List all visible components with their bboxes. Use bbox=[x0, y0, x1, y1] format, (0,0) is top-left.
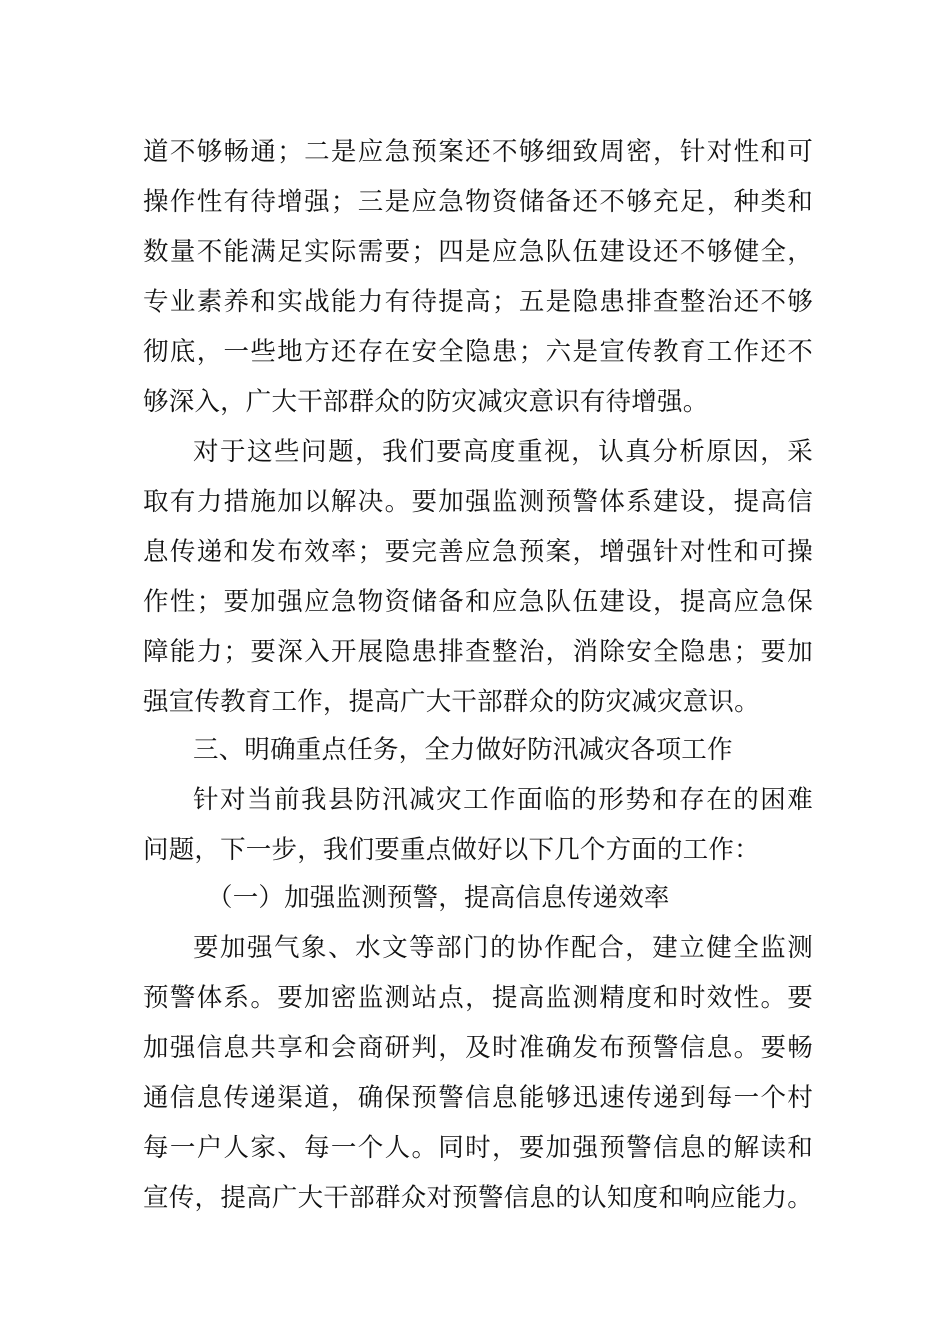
paragraph-line: 障能力；要深入开展隐患排查整治，消除安全隐患；要加 bbox=[143, 637, 813, 667]
paragraph-line: 彻底，一些地方还存在安全隐患；六是宣传教育工作还不 bbox=[143, 337, 813, 367]
paragraph-line: 针对当前我县防汛减灾工作面临的形势和存在的困难 bbox=[193, 785, 813, 815]
paragraph-line: 要加强气象、水文等部门的协作配合，建立健全监测 bbox=[193, 933, 813, 963]
paragraph-line: 道不够畅通；二是应急预案还不够细致周密，针对性和可 bbox=[143, 137, 813, 167]
paragraph-line: 加强信息共享和会商研判，及时准确发布预警信息。要畅 bbox=[143, 1033, 813, 1063]
paragraph-line: 专业素养和实战能力有待提高；五是隐患排查整治还不够 bbox=[143, 287, 813, 317]
paragraph-line: 每一户人家、每一个人。同时，要加强预警信息的解读和 bbox=[143, 1133, 813, 1163]
paragraph-line: 宣传，提高广大干部群众对预警信息的认知度和响应能力。 bbox=[143, 1183, 813, 1213]
subsection-heading: （一）加强监测预警，提高信息传递效率 bbox=[207, 883, 670, 913]
section-heading: 三、明确重点任务，全力做好防汛减灾各项工作 bbox=[193, 735, 733, 765]
paragraph-line: 强宣传教育工作，提高广大干部群众的防灾减灾意识。 bbox=[143, 687, 760, 717]
paragraph-line: 息传递和发布效率；要完善应急预案，增强针对性和可操 bbox=[143, 537, 813, 567]
paragraph-line: 取有力措施加以解决。要加强监测预警体系建设，提高信 bbox=[143, 487, 813, 517]
paragraph-line: 数量不能满足实际需要；四是应急队伍建设还不够健全， bbox=[143, 237, 813, 267]
paragraph-line: 预警体系。要加密监测站点，提高监测精度和时效性。要 bbox=[143, 983, 813, 1013]
paragraph-line: 通信息传递渠道，确保预警信息能够迅速传递到每一个村 bbox=[143, 1083, 813, 1113]
paragraph-line: 操作性有待增强；三是应急物资储备还不够充足，种类和 bbox=[143, 187, 813, 217]
paragraph-line: 问题，下一步，我们要重点做好以下几个方面的工作： bbox=[143, 835, 760, 865]
paragraph-line: 够深入，广大干部群众的防灾减灾意识有待增强。 bbox=[143, 387, 709, 417]
paragraph-line: 作性；要加强应急物资储备和应急队伍建设，提高应急保 bbox=[143, 587, 813, 617]
paragraph-line: 对于这些问题，我们要高度重视，认真分析原因，采 bbox=[193, 437, 813, 467]
